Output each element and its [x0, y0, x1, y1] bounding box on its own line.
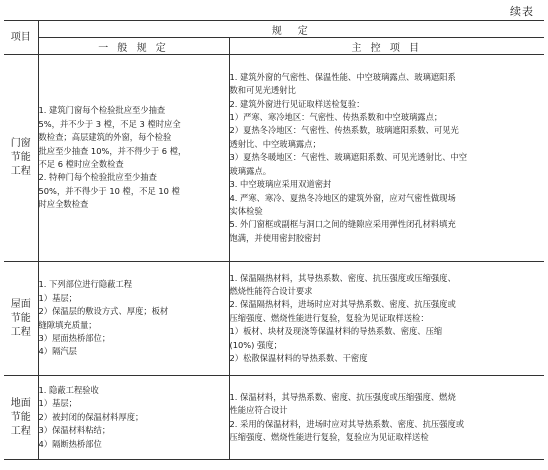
- general-cell: 1. 隐蔽工程验收 1）基层； 2）被封闭的保温材料厚度； 3）保温材料粘结； 4）隔断热桥部位: [38, 376, 229, 460]
- spec-table: [4, 20, 544, 460]
- header-spec: 规 定: [38, 21, 544, 38]
- general-cell: 1. 建筑门窗每个检验批应至少抽查 5%，并不少于 3 樘，不足 3 樘时应全 数检查；高层建筑的外窗，每个检验 批应至少抽查 10%，并不得少于 6 樘， 不足 6 樘时应全数检查 2. 特种门每个检验批应至少抽查 50%，并不得少于 10 樘，不足 10 樘 时应全数检查: [38, 55, 229, 262]
- main-cell: 1. 建筑外窗的气密性、保温性能、中空玻璃露点、玻璃遮阳系 数和可见光透射比 2. 建筑外窗进行见证取样送检复验： 1）严寒、寒冷地区：气密性、传热系数和中空玻璃露点； 2）夏热冬冷地区：气密性、传热系数，玻璃遮阳系数、可见光 透射比、中空玻璃露点； 3）夏热冬暖地区：气密性、玻璃遮阳系数、可见光透射比、中空 玻璃露点。 3. 中空玻璃应采用双道密封 4. 严寒、寒冷、夏热冬冷地区的建筑外窗，应对气密性做现场 实体检验 5. 外门窗框或副框与洞口之间的缝隙应采用弹性闭孔材料填充 饱满，并使用密封胶密封: [229, 55, 544, 262]
- table-row: [4, 55, 544, 262]
- table-row: [4, 262, 544, 376]
- header-main: 主 控 项 目: [229, 38, 544, 55]
- row-name: 屋面 节能 工程: [4, 262, 38, 376]
- table-row: [4, 376, 544, 460]
- general-cell: 1. 下列部位进行隐蔽工程 1）基层； 2）保温层的敷设方式、厚度；板材 缝隙填充质量； 3）屋面热桥部位； 4）隔汽层: [38, 262, 229, 376]
- header-item: 项目: [4, 21, 38, 55]
- header-general: 一 般 规 定: [38, 38, 229, 55]
- main-cell: 1. 保温材料，其导热系数、密度、抗压强度或压缩强度、燃烧 性能应符合设计 2. 采用的保温材料，进场时应对其导热系数、密度、抗压强度或 压缩强度、燃烧性能进行复验，复验应为见证取样送检: [229, 376, 544, 460]
- row-name: 门窗 节能 工程: [4, 55, 38, 262]
- page-title: 续表: [510, 5, 534, 18]
- row-name: 地面 节能 工程: [4, 376, 38, 460]
- main-cell: 1. 保温隔热材料，其导热系数、密度、抗压强度或压缩强度、 燃烧性能符合设计要求 2. 保温隔热材料，进场时应对其导热系数、密度、抗压强度或 压缩强度、燃烧性能进行复验，复验为见证取样送检： 1）板材、块材及现浇等保温材料的导热系数、密度、压缩 (10%) 强度； 2）松散保温材料的导热系数、干密度: [229, 262, 544, 376]
